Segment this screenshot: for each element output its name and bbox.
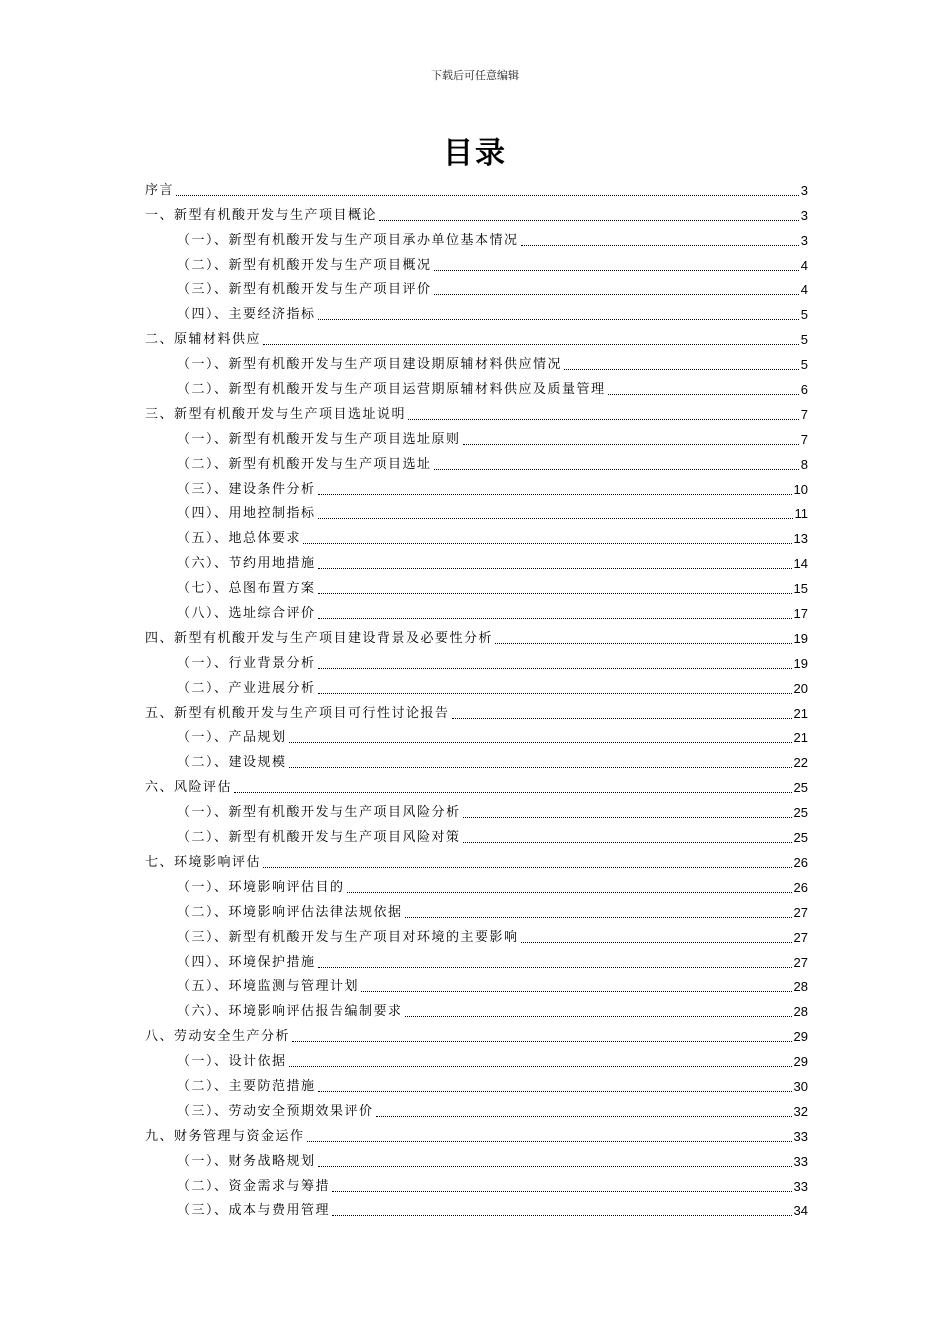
toc-dot-leader [318, 518, 793, 519]
toc-entry[interactable] [145, 1170, 808, 1195]
toc-entry-page: 17 [793, 606, 808, 622]
toc-dot-leader [307, 1141, 792, 1142]
toc-entry[interactable] [145, 373, 808, 398]
toc-entry[interactable] [145, 672, 808, 697]
toc-entry[interactable] [145, 1195, 808, 1220]
toc-entry[interactable] [145, 572, 808, 597]
toc-entry-label: （二）、资金需求与筹措 [177, 1178, 331, 1194]
toc-entry[interactable] [145, 622, 808, 647]
toc-dot-leader [263, 867, 792, 868]
toc-dot-leader [289, 1066, 792, 1067]
toc-dot-leader [463, 817, 792, 818]
toc-entry-page: 21 [793, 730, 808, 746]
toc-entry-label: （二）、主要防范措施 [177, 1078, 316, 1094]
toc-entry-page: 25 [793, 830, 808, 846]
toc-dot-leader [234, 792, 792, 793]
toc-dot-leader [608, 394, 799, 395]
toc-dot-leader [452, 718, 792, 719]
toc-entry-label: （一）、新型有机酸开发与生产项目建设期原辅材料供应情况 [177, 357, 563, 373]
toc-entry-page: 34 [793, 1203, 808, 1219]
toc-entry[interactable] [145, 174, 808, 199]
toc-entry-label: （七）、总图布置方案 [177, 581, 316, 597]
toc-entry-page: 29 [793, 1029, 808, 1045]
toc-entry-page: 5 [800, 357, 808, 373]
toc-dot-leader [289, 767, 792, 768]
toc-entry-page: 15 [793, 581, 808, 597]
toc-entry-label: （二）、新型有机酸开发与生产项目运营期原辅材料供应及质量管理 [177, 382, 606, 398]
toc-dot-leader [289, 742, 792, 743]
toc-entry-page: 14 [793, 556, 808, 572]
toc-entry-page: 4 [800, 257, 808, 273]
toc-entry-page: 26 [793, 854, 808, 870]
toc-dot-leader [376, 1116, 792, 1117]
toc-entry-page: 28 [793, 979, 808, 995]
toc-entry-label: （八）、选址综合评价 [177, 606, 316, 622]
toc-entry-page: 6 [800, 382, 808, 398]
toc-entry-label: （三）、新型有机酸开发与生产项目评价 [177, 282, 432, 298]
toc-entry[interactable] [145, 771, 808, 796]
toc-entry[interactable] [145, 597, 808, 622]
toc-entry-page: 4 [800, 282, 808, 298]
toc-entry-label: 四、新型有机酸开发与生产项目建设背景及必要性分析 [145, 630, 494, 646]
toc-entry-page: 27 [793, 929, 808, 945]
toc-entry[interactable] [145, 871, 808, 896]
toc-entry[interactable] [145, 796, 808, 821]
toc-entry-label: （三）、成本与费用管理 [177, 1203, 331, 1219]
toc-dot-leader [463, 842, 792, 843]
toc-entry-label: （五）、环境监测与管理计划 [177, 979, 360, 995]
toc-entry-label: （四）、主要经济指标 [177, 307, 316, 323]
toc-entry[interactable] [145, 1095, 808, 1120]
toc-dot-leader [318, 618, 792, 619]
toc-dot-leader [405, 1016, 792, 1017]
toc-dot-leader [521, 942, 792, 943]
toc-entry-page: 29 [793, 1054, 808, 1070]
toc-entry-label: （一）、环境影响评估目的 [177, 879, 345, 895]
toc-dot-leader [405, 917, 792, 918]
toc-entry-page: 33 [793, 1153, 808, 1169]
toc-entry-page: 22 [793, 755, 808, 771]
toc-dot-leader [318, 319, 799, 320]
toc-entry-page: 13 [793, 531, 808, 547]
toc-entry[interactable] [145, 423, 808, 448]
toc-entry[interactable] [145, 1145, 808, 1170]
toc-entry-label: （一）、产品规划 [177, 730, 287, 746]
toc-dot-leader [347, 892, 792, 893]
toc-entry-label: （六）、环境影响评估报告编制要求 [177, 1004, 403, 1020]
toc-entry-page: 33 [793, 1128, 808, 1144]
toc-entry-label: （二）、环境影响评估法律法规依据 [177, 904, 403, 920]
toc-entry[interactable] [145, 1120, 808, 1145]
toc-dot-leader [379, 220, 799, 221]
toc-entry-page: 33 [793, 1178, 808, 1194]
toc-entry-label: 二、原辅材料供应 [145, 332, 262, 348]
toc-dot-leader [292, 1041, 792, 1042]
toc-entry-page: 30 [793, 1078, 808, 1094]
toc-dot-leader [332, 1215, 792, 1216]
toc-entry-page: 3 [800, 182, 808, 198]
toc-entry-label: （一）、新型有机酸开发与生产项目承办单位基本情况 [177, 232, 519, 248]
toc-entry-page: 26 [793, 879, 808, 895]
toc-dot-leader [521, 245, 799, 246]
toc-dot-leader [361, 991, 792, 992]
toc-entry-page: 19 [793, 655, 808, 671]
toc-entry-page: 27 [793, 954, 808, 970]
toc-entry-label: 七、环境影响评估 [145, 854, 262, 870]
toc-entry[interactable] [145, 547, 808, 572]
toc-entry-page: 25 [793, 780, 808, 796]
toc-entry-label: （二）、建设规模 [177, 755, 287, 771]
toc-dot-leader [176, 195, 799, 196]
toc-entry-label: （三）、新型有机酸开发与生产项目对环境的主要影响 [177, 929, 519, 945]
toc-entry-label: （二）、产业进展分析 [177, 680, 316, 696]
toc-dot-leader [564, 369, 799, 370]
toc-entry-label: （六）、节约用地措施 [177, 556, 316, 572]
toc-entry-page: 7 [800, 406, 808, 422]
toc-entry[interactable] [145, 298, 808, 323]
toc-entry[interactable] [145, 1070, 808, 1095]
toc-entry-label: 九、财务管理与资金运作 [145, 1128, 305, 1144]
toc-dot-leader [332, 1191, 792, 1192]
toc-entry-label: （二）、新型有机酸开发与生产项目风险对策 [177, 830, 461, 846]
toc-dot-leader [303, 543, 792, 544]
toc-entry[interactable] [145, 1020, 808, 1045]
toc-dot-leader [495, 643, 792, 644]
toc-entry-page: 27 [793, 904, 808, 920]
toc-entry-label: （四）、环境保护措施 [177, 954, 316, 970]
toc-entry[interactable] [145, 971, 808, 996]
toc-entry[interactable] [145, 348, 808, 373]
toc-entry[interactable] [145, 821, 808, 846]
toc-entry-page: 5 [800, 332, 808, 348]
toc-entry[interactable] [145, 995, 808, 1020]
toc-entry[interactable] [145, 1045, 808, 1070]
toc-entry-page: 19 [793, 630, 808, 646]
toc-entry[interactable] [145, 697, 808, 722]
toc-dot-leader [434, 294, 799, 295]
toc-entry[interactable] [145, 896, 808, 921]
toc-entry-label: （三）、劳动安全预期效果评价 [177, 1103, 374, 1119]
toc-entry-label: （一）、新型有机酸开发与生产项目风险分析 [177, 805, 461, 821]
toc-entry-label: （一）、设计依据 [177, 1054, 287, 1070]
toc-entry-page: 28 [793, 1004, 808, 1020]
toc-entry-label: （二）、新型有机酸开发与生产项目概况 [177, 257, 432, 273]
toc-dot-leader [434, 270, 799, 271]
toc-entry-label: 八、劳动安全生产分析 [145, 1029, 291, 1045]
toc-entry-label: 五、新型有机酸开发与生产项目可行性讨论报告 [145, 705, 450, 721]
toc-entry[interactable] [145, 274, 808, 299]
toc-entry-page: 25 [793, 805, 808, 821]
toc-entry-page: 20 [793, 680, 808, 696]
toc-entry[interactable] [145, 473, 808, 498]
toc-entry-label: （二）、新型有机酸开发与生产项目选址 [177, 456, 432, 472]
toc-entry-page: 5 [800, 307, 808, 323]
toc-entry[interactable] [145, 498, 808, 523]
toc-dot-leader [318, 967, 792, 968]
toc-entry[interactable] [145, 746, 808, 771]
toc-dot-leader [463, 444, 799, 445]
toc-dot-leader [434, 469, 799, 470]
toc-entry[interactable] [145, 722, 808, 747]
toc-dot-leader [318, 1166, 792, 1167]
header-note: 下载后可任意编辑 [431, 69, 519, 82]
toc-entry[interactable] [145, 448, 808, 473]
toc-entry-page: 10 [793, 481, 808, 497]
toc-entry[interactable] [145, 921, 808, 946]
toc-entry-label: （五）、地总体要求 [177, 531, 302, 547]
toc-dot-leader [408, 419, 799, 420]
toc-entry-label: （三）、建设条件分析 [177, 481, 316, 497]
page-title: 目录 [443, 136, 507, 171]
toc-entry-label: 六、风险评估 [145, 780, 233, 796]
toc-entry-label: （一）、新型有机酸开发与生产项目选址原则 [177, 431, 461, 447]
toc-entry-label: 一、新型有机酸开发与生产项目概论 [145, 207, 378, 223]
toc-entry-page: 3 [800, 207, 808, 223]
toc-entry-page: 3 [800, 232, 808, 248]
toc-entry[interactable] [145, 224, 808, 249]
toc-entry[interactable] [145, 846, 808, 871]
toc-entry-label: （一）、行业背景分析 [177, 655, 316, 671]
toc-entry-label: （一）、财务战略规划 [177, 1153, 316, 1169]
toc-entry-page: 8 [800, 456, 808, 472]
toc-entry[interactable] [145, 199, 808, 224]
toc-entry-label: 三、新型有机酸开发与生产项目选址说明 [145, 406, 407, 422]
toc-dot-leader [318, 593, 792, 594]
toc-entry[interactable] [145, 323, 808, 348]
toc-entry-label: 序言 [145, 182, 175, 198]
toc-dot-leader [318, 568, 792, 569]
toc-dot-leader [318, 693, 792, 694]
toc-entry-page: 21 [793, 705, 808, 721]
toc-dot-leader [318, 1091, 792, 1092]
toc-entry-label: （四）、用地控制指标 [177, 506, 316, 522]
table-of-contents [145, 174, 808, 1219]
toc-entry[interactable] [145, 398, 808, 423]
toc-dot-leader [318, 668, 792, 669]
toc-entry[interactable] [145, 522, 808, 547]
toc-entry[interactable] [145, 249, 808, 274]
toc-entry[interactable] [145, 946, 808, 971]
toc-entry[interactable] [145, 647, 808, 672]
toc-dot-leader [318, 494, 792, 495]
toc-dot-leader [263, 344, 799, 345]
toc-entry-page: 32 [793, 1103, 808, 1119]
toc-entry-page: 7 [800, 431, 808, 447]
toc-entry-page: 11 [794, 506, 808, 522]
